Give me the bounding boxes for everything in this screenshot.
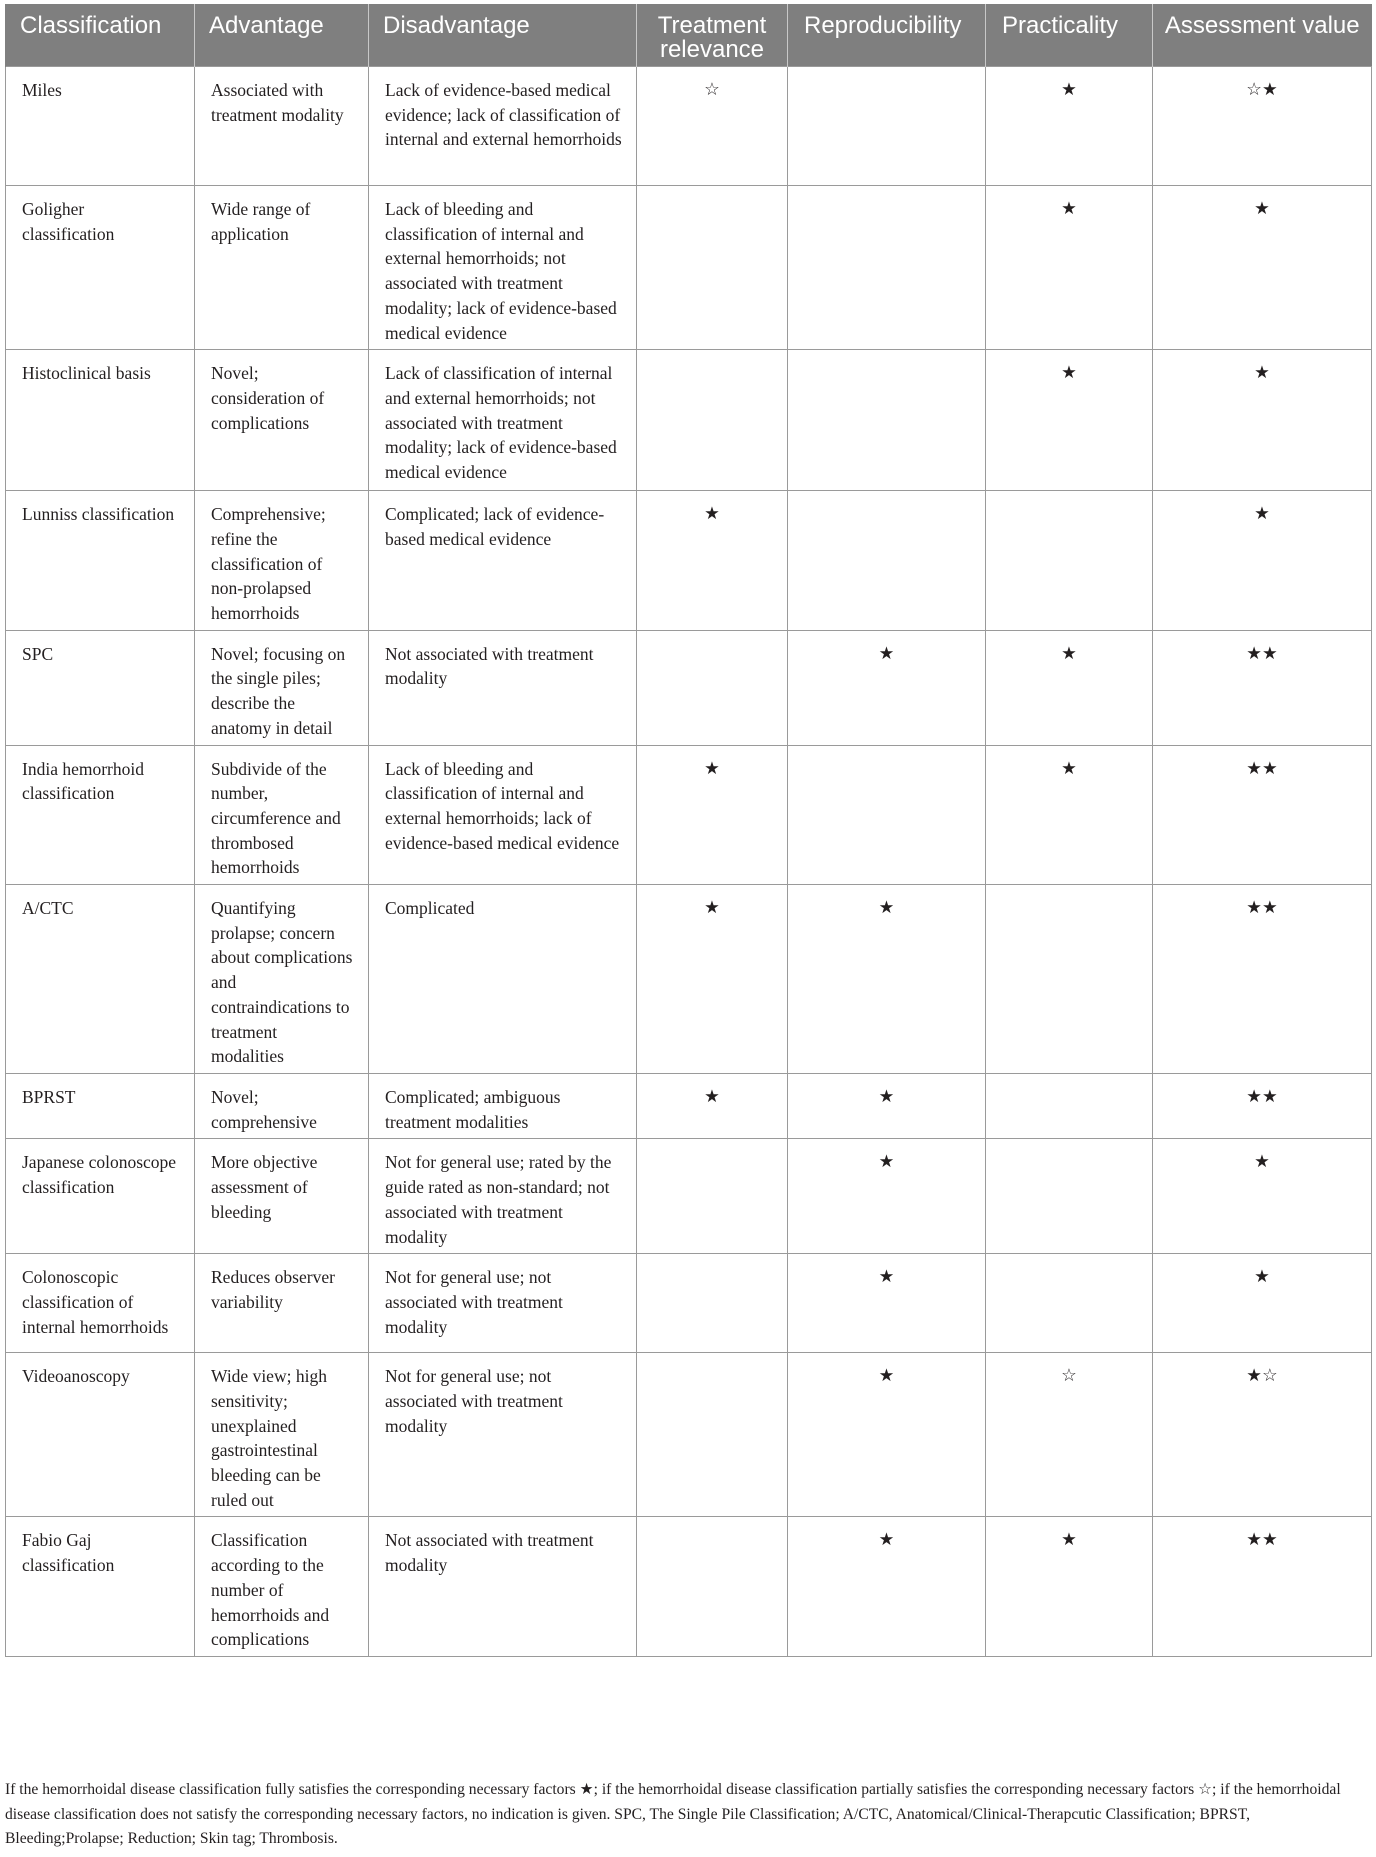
- rating-stars: ★: [878, 898, 895, 919]
- cell-classification: Videoanoscopy: [6, 1353, 195, 1517]
- cell-advantage: More objective assessment of bleeding: [195, 1139, 369, 1254]
- rating-stars: ★: [1254, 363, 1270, 384]
- cell-assessment-value: [1153, 350, 1372, 491]
- header-practicality: Practicality: [986, 4, 1153, 67]
- rating-stars: ★: [1061, 1530, 1077, 1551]
- cell-reproducibility: [788, 1073, 986, 1138]
- cell-practicality: [986, 1139, 1153, 1254]
- cell-treatment-relevance: [637, 1139, 788, 1254]
- cell-treatment-relevance: [637, 67, 788, 186]
- rating-stars: ★: [1254, 1152, 1270, 1173]
- rating-stars: ★: [1254, 199, 1270, 219]
- rating-stars: ★: [1061, 80, 1077, 100]
- cell-assessment-value: [1153, 1254, 1372, 1353]
- rating-stars: ★: [878, 643, 895, 664]
- header-treatment-relevance: Treatment relevance: [637, 4, 788, 67]
- classification-table: [5, 4, 1372, 1657]
- rating-stars: ★: [704, 1086, 720, 1107]
- cell-advantage: Classification according to the number of hemorrhoids and complications: [195, 1517, 369, 1657]
- cell-assessment-value: [1153, 630, 1372, 745]
- cell-treatment-relevance: [637, 350, 788, 491]
- rating-stars: ★★: [1246, 1530, 1278, 1551]
- cell-advantage: Novel; comprehensive: [195, 1073, 369, 1138]
- cell-assessment-value: [1153, 1139, 1372, 1254]
- cell-disadvantage: Complicated; ambiguous treatment modalities: [369, 1073, 637, 1138]
- cell-advantage: Subdivide of the number, circumference and thrombosed hemorrhoids: [195, 745, 369, 885]
- cell-assessment-value: [1153, 1517, 1372, 1657]
- cell-reproducibility: [788, 1517, 986, 1657]
- cell-disadvantage: Lack of bleeding and classification of internal and external hemorrhoids; not associated with treatment modality; lack of evidence-based medical evidence: [369, 186, 637, 350]
- table-body: [6, 67, 1372, 1657]
- cell-classification: Fabio Gaj classification: [6, 1517, 195, 1657]
- rating-stars: ★★: [1246, 1086, 1278, 1107]
- cell-assessment-value: [1153, 745, 1372, 885]
- header-row: [6, 4, 1372, 67]
- classification-table-container: [5, 4, 1371, 1657]
- table-row: [6, 1517, 1372, 1657]
- header-advantage: Advantage: [195, 4, 369, 67]
- cell-disadvantage: Not for general use; not associated with treatment modality: [369, 1353, 637, 1517]
- cell-disadvantage: Lack of bleeding and classification of internal and external hemorrhoids; lack of evidence-based medical evidence: [369, 745, 637, 885]
- table-row: [6, 67, 1372, 186]
- rating-stars: ★: [1061, 199, 1077, 219]
- cell-assessment-value: [1153, 1073, 1372, 1138]
- table-row: [6, 491, 1372, 631]
- rating-stars: ★: [704, 504, 720, 525]
- cell-reproducibility: [788, 67, 986, 186]
- cell-treatment-relevance: [637, 1254, 788, 1353]
- cell-disadvantage: Lack of evidence-based medical evidence; lack of classification of internal and external hemorrhoids: [369, 67, 637, 186]
- rating-stars: ★: [704, 898, 720, 919]
- rating-stars: ★: [1061, 758, 1077, 779]
- cell-disadvantage: Complicated: [369, 885, 637, 1074]
- cell-reproducibility: [788, 186, 986, 350]
- table-row: [6, 1139, 1372, 1254]
- cell-advantage: Wide view; high sensitivity; unexplained gastrointestinal bleeding can be ruled out: [195, 1353, 369, 1517]
- cell-classification: Lunniss classification: [6, 491, 195, 631]
- cell-assessment-value: [1153, 1353, 1372, 1517]
- header-disadvantage: Disadvantage: [369, 4, 637, 67]
- rating-stars: ★: [1254, 1267, 1270, 1288]
- cell-treatment-relevance: [637, 1073, 788, 1138]
- cell-treatment-relevance: [637, 885, 788, 1074]
- cell-advantage: Novel; consideration of complications: [195, 350, 369, 491]
- table-row: [6, 630, 1372, 745]
- cell-treatment-relevance: [637, 630, 788, 745]
- table-row: [6, 1353, 1372, 1517]
- cell-reproducibility: [788, 350, 986, 491]
- header-classification: Classification: [6, 4, 195, 67]
- cell-disadvantage: Complicated; lack of evidence-based medical evidence: [369, 491, 637, 631]
- cell-practicality: [986, 1073, 1153, 1138]
- cell-practicality: [986, 1517, 1153, 1657]
- cell-practicality: [986, 186, 1153, 350]
- cell-treatment-relevance: [637, 745, 788, 885]
- rating-stars: ★★: [1246, 643, 1278, 664]
- cell-disadvantage: Not associated with treatment modality: [369, 1517, 637, 1657]
- cell-practicality: [986, 630, 1153, 745]
- header-assessment-value: Assessment value: [1153, 4, 1372, 67]
- rating-stars: ☆: [1061, 1366, 1077, 1387]
- cell-disadvantage: Not for general use; not associated with treatment modality: [369, 1254, 637, 1353]
- cell-reproducibility: [788, 1139, 986, 1254]
- cell-classification: Japanese colonoscope classification: [6, 1139, 195, 1254]
- rating-stars: ★: [878, 1086, 895, 1107]
- cell-practicality: [986, 885, 1153, 1074]
- cell-classification: SPC: [6, 630, 195, 745]
- rating-stars: ★: [1061, 643, 1077, 664]
- cell-practicality: [986, 1353, 1153, 1517]
- cell-advantage: Novel; focusing on the single piles; describe the anatomy in detail: [195, 630, 369, 745]
- cell-advantage: Associated with treatment modality: [195, 67, 369, 186]
- cell-classification: BPRST: [6, 1073, 195, 1138]
- cell-treatment-relevance: [637, 1353, 788, 1517]
- cell-reproducibility: [788, 745, 986, 885]
- cell-disadvantage: Not for general use; rated by the guide rated as non-standard; not associated with treatment modality: [369, 1139, 637, 1254]
- cell-classification: India hemorrhoid classification: [6, 745, 195, 885]
- cell-advantage: Reduces observer variability: [195, 1254, 369, 1353]
- table-row: [6, 186, 1372, 350]
- cell-practicality: [986, 67, 1153, 186]
- rating-stars: ★: [1061, 363, 1077, 384]
- cell-classification: Miles: [6, 67, 195, 186]
- table-row: [6, 1073, 1372, 1138]
- rating-stars: ★: [878, 1267, 895, 1288]
- cell-reproducibility: [788, 1254, 986, 1353]
- cell-advantage: Quantifying prolapse; concern about complications and contraindications to treatment modalities: [195, 885, 369, 1074]
- rating-stars: ★: [878, 1530, 895, 1551]
- table-row: [6, 745, 1372, 885]
- rating-stars: ☆★: [1246, 80, 1278, 100]
- cell-advantage: Wide range of application: [195, 186, 369, 350]
- cell-practicality: [986, 745, 1153, 885]
- cell-reproducibility: [788, 630, 986, 745]
- table-row: [6, 885, 1372, 1074]
- cell-assessment-value: [1153, 186, 1372, 350]
- header-reproducibility: Reproducibility: [788, 4, 986, 67]
- table-row: [6, 350, 1372, 491]
- cell-practicality: [986, 350, 1153, 491]
- rating-stars: ★★: [1246, 898, 1278, 919]
- cell-assessment-value: [1153, 491, 1372, 631]
- cell-disadvantage: Not associated with treatment modality: [369, 630, 637, 745]
- cell-reproducibility: [788, 885, 986, 1074]
- cell-assessment-value: [1153, 885, 1372, 1074]
- cell-classification: Histoclinical basis: [6, 350, 195, 491]
- cell-treatment-relevance: [637, 186, 788, 350]
- cell-reproducibility: [788, 1353, 986, 1517]
- cell-classification: A/CTC: [6, 885, 195, 1074]
- table-row: [6, 1254, 1372, 1353]
- cell-treatment-relevance: [637, 491, 788, 631]
- rating-stars: ☆: [704, 80, 720, 100]
- rating-stars: ★: [878, 1366, 895, 1387]
- cell-practicality: [986, 1254, 1153, 1353]
- cell-reproducibility: [788, 491, 986, 631]
- rating-stars: ★: [704, 758, 720, 779]
- table-header: [6, 4, 1372, 67]
- rating-stars: ★: [878, 1152, 895, 1173]
- cell-classification: Colonoscopic classification of internal hemorrhoids: [6, 1254, 195, 1353]
- table-footnote: If the hemorrhoidal disease classification fully satisfies the corresponding necessary factors ★; if the hemorrhoidal disease classification partially satisfies the corresponding necessary factors ☆; if the hemorrhoidal disease classification does not satisfy the corresponding necessary factors, no indication is given. SPC, The Single Pile Classification; A/CTC, Anatomical/Clinical-Therapcutic Classification; BPRST, Bleeding;Prolapse; Reduction; Skin tag; Thrombosis.: [5, 1781, 1341, 1847]
- cell-disadvantage: Lack of classification of internal and external hemorrhoids; not associated with treatment modality; lack of evidence-based medical evidence: [369, 350, 637, 491]
- rating-stars: ★: [1254, 504, 1270, 525]
- cell-assessment-value: [1153, 67, 1372, 186]
- rating-stars: ★★: [1246, 758, 1278, 779]
- cell-advantage: Comprehensive; refine the classification of non-prolapsed hemorrhoids: [195, 491, 369, 631]
- cell-practicality: [986, 491, 1153, 631]
- rating-stars: ★☆: [1246, 1366, 1278, 1387]
- cell-treatment-relevance: [637, 1517, 788, 1657]
- cell-classification: Goligher classification: [6, 186, 195, 350]
